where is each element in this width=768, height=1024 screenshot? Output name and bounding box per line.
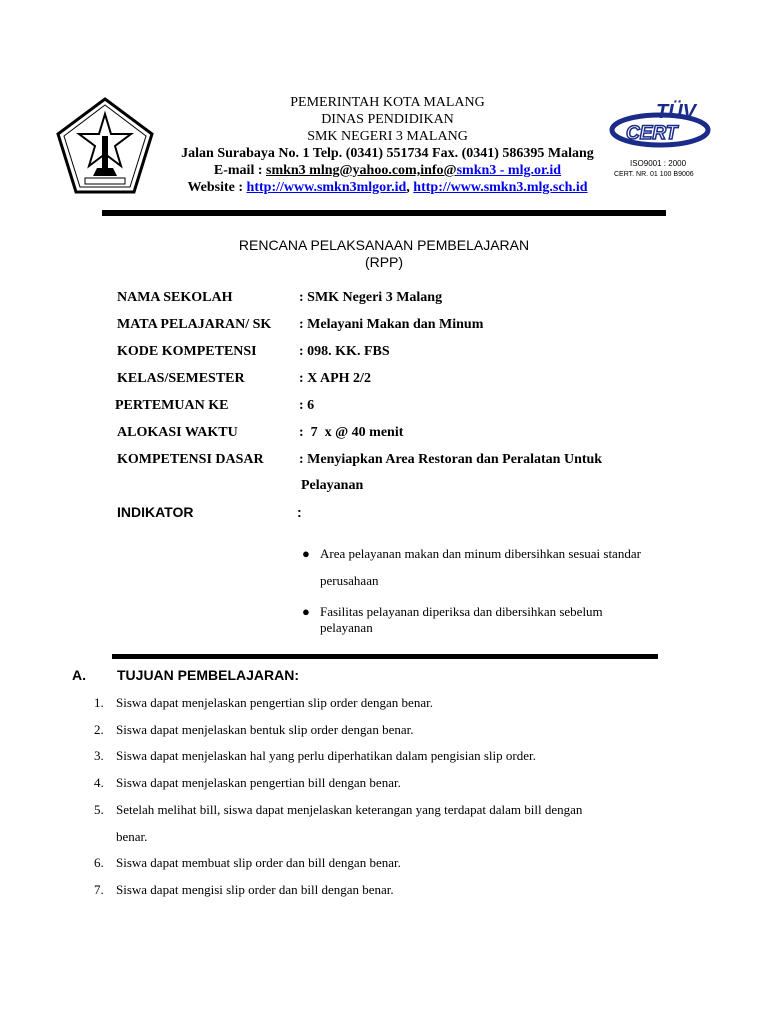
info-value: : X APH 2/2 [299, 371, 371, 386]
bullet-text: Fasilitas pelayanan diperiksa dan dibersihkan sebelum [320, 604, 603, 619]
item-number: 4. [94, 775, 104, 791]
item-number: 1. [94, 695, 104, 710]
section-a-letter: A. [72, 667, 86, 683]
info-value: : 098. KK. FBS [299, 344, 390, 359]
info-value: : 7 x @ 40 menit [299, 425, 404, 440]
objectives-list [90, 690, 680, 904]
malang-city-logo [55, 96, 155, 196]
letterhead-government: PEMERINTAH KOTA MALANG [290, 95, 485, 110]
item-text-continued: benar. [116, 828, 148, 844]
list-item [90, 743, 680, 770]
letterhead-school: SMK NEGERI 3 MALANG [307, 129, 468, 144]
indikator-colon: : [297, 504, 302, 520]
item-text: Siswa dapat membuat slip order dan bill dengan benar. [116, 855, 401, 871]
indikator-list [300, 540, 720, 636]
list-item [90, 717, 680, 744]
item-text: Siswa dapat menjelaskan hal yang perlu diperhatikan dalam pengisian slip order. [116, 748, 536, 764]
tuv-cert-logo [608, 98, 720, 180]
item-text: Setelah melihat bill, siswa dapat menjelaskan keterangan yang terdapat dalam bill dengan [116, 801, 583, 817]
letterhead-department: DINAS PENDIDIKAN [321, 112, 454, 127]
item-number: 5. [94, 801, 104, 817]
website-label: Website : [187, 180, 247, 195]
email-domain-link[interactable]: smkn3 - mlg.or.id [456, 163, 562, 178]
list-item [90, 877, 680, 904]
info-label: KELAS/SEMESTER [117, 371, 245, 386]
info-value: : SMK Negeri 3 Malang [299, 290, 443, 305]
info-value: : 6 [299, 398, 315, 413]
info-value-continued: Pelayanan [301, 478, 364, 493]
list-item [300, 540, 720, 594]
bullet-text-continued: perusahaan [320, 573, 379, 588]
item-text: Siswa dapat menjelaskan pengertian bill dengan benar. [116, 775, 401, 791]
header-divider [102, 210, 666, 216]
bullet-text-continued: pelayanan [320, 620, 373, 635]
title-line-1: RENCANA PELAKSANAAN PEMBELAJARAN [238, 237, 530, 253]
letterhead-website [160, 179, 615, 196]
item-text: Siswa dapat mengisi slip order dan bill dengan benar. [116, 881, 394, 897]
email-address[interactable]: smkn3 mlng@yahoo.com,info@ [266, 163, 457, 178]
cert-number-text: CERT. NR. 01 100 B9006 [614, 171, 694, 178]
info-value: : Melayani Makan dan Minum [299, 317, 484, 332]
item-number: 3. [94, 748, 104, 764]
tuv-text: TÜV [656, 101, 696, 123]
item-number: 7. [94, 881, 104, 897]
letterhead-email [160, 162, 615, 179]
list-item [90, 690, 680, 717]
bullet-icon: ● [302, 546, 310, 561]
info-label: KODE KOMPETENSI [117, 344, 257, 359]
item-text: Siswa dapat menjelaskan bentuk slip order dengan benar. [116, 721, 414, 737]
list-item [90, 850, 680, 877]
letterhead [160, 94, 615, 196]
bullet-text: Area pelayanan makan dan minum dibersihkan sesuai standar [320, 546, 641, 561]
website-link-1[interactable]: http://www.smkn3mlgor.id [246, 180, 407, 195]
item-number: 6. [94, 855, 104, 871]
website-separator: , [406, 180, 414, 195]
iso-text: ISO9001 : 2000 [630, 159, 687, 168]
info-label: NAMA SEKOLAH [117, 290, 233, 305]
info-label: MATA PELAJARAN/ SK [117, 317, 272, 332]
website-link-2[interactable]: http://www.smkn3.mlg.sch.id [413, 180, 588, 195]
item-text: Siswa dapat menjelaskan pengertian slip order dengan benar. [116, 695, 433, 710]
letterhead-address: Jalan Surabaya No. 1 Telp. (0341) 551734 Fax. (0341) 586395 Malang [181, 146, 594, 161]
item-number: 2. [94, 721, 104, 737]
section-divider [112, 654, 658, 659]
list-item [90, 770, 680, 797]
info-value: : Menyiapkan Area Restoran dan Peralatan Untuk [299, 452, 603, 467]
cert-text: CERT [626, 123, 678, 144]
email-label: E-mail : [213, 163, 266, 178]
list-item [300, 604, 720, 636]
info-label: KOMPETENSI DASAR [117, 452, 264, 467]
bullet-icon: ● [302, 604, 310, 619]
document-title [100, 237, 668, 271]
title-line-2: (RPP) [364, 254, 404, 270]
indikator-label: INDIKATOR [117, 504, 194, 520]
section-a-title: TUJUAN PEMBELAJARAN: [117, 667, 300, 683]
info-label: PERTEMUAN KE [115, 398, 229, 413]
info-label: ALOKASI WAKTU [117, 425, 238, 440]
list-item [90, 797, 680, 850]
